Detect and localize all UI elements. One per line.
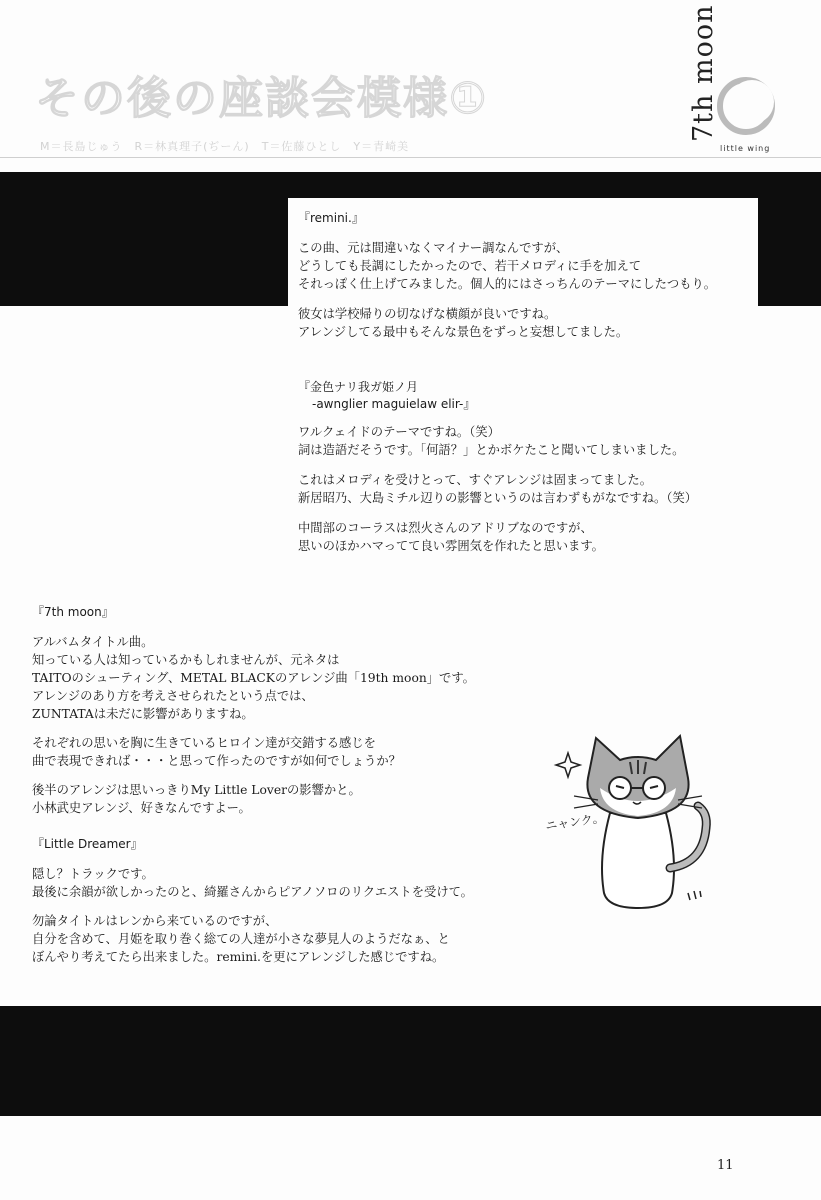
text-line: 最後に余韻が欲しかったのと、綺羅さんからピアノソロのリクエストを受けて。 [32,885,473,899]
section-subtitle-konjiki: -awnglier maguielaw elir-』 [312,397,476,411]
cat-illustration [538,718,728,918]
text-line: 自分を含めて、月姫を取り巻く総ての人達が小さな夢見人のようだなぁ、と [32,932,450,946]
text-line: ぼんやり考えてたら出来ました。remini.を更にアレンジした感じですね。 [32,950,445,964]
logo-text: 7th moon [688,4,719,142]
text-line: アルバムタイトル曲。 [32,635,154,649]
text-line: ワルクェイドのテーマですね。（笑） [298,425,500,439]
section-title-7th-moon: 『7th moon』 [32,605,114,619]
text-line: 彼女は学校帰りの切なげな横顔が良いですね。 [298,307,557,321]
text-line: 知っている人は知っているかもしれませんが、元ネタは [32,653,340,667]
logo-subtitle: little wing [720,144,771,153]
section-title-remini: 『remini.』 [298,211,364,225]
page-number: 11 [717,1158,734,1173]
text-line: アレンジしてる最中もそんな景色をずっと妄想してました。 [298,325,629,339]
text-line: これはメロディを受けとって、すぐアレンジは固まってました。 [298,473,653,487]
text-line: それっぽく仕上げてみました。個人的にはさっちんのテーマにしたつもり。 [298,277,717,291]
text-line: それぞれの思いを胸に生きているヒロイン達が交錯する感じを [32,736,376,750]
text-line: 新居昭乃、大島ミチル辺りの影響というのは言わずもがなですね。（笑） [298,491,698,505]
text-line: 小林武史アレンジ、好きなんですよー。 [32,801,251,815]
text-line: この曲、元は間違いなくマイナー調なんですが、 [298,241,569,255]
text-line: TAITOのシューティング、METAL BLACKのアレンジ曲「19th moon」です。 [32,671,475,685]
bottom-black-band [0,1006,821,1116]
moon-icon [716,76,776,136]
cat-caption: ニャンク。 [544,810,606,833]
text-line: ZUNTATAは未だに影響がありますね。 [32,707,254,721]
section-title-little-dreamer: 『Little Dreamer』 [32,837,143,851]
section-title-konjiki: 『金色ナリ我ガ姫ノ月 [298,380,419,394]
ghost-header-subtitle: M＝長島じゅう R＝林真理子(ぢーん) T＝佐藤ひとし Y＝青崎美 [40,140,410,153]
text-line: 後半のアレンジは思いっきりMy Little Loverの影響かと。 [32,783,361,797]
text-line: 詞は造語だそうです。「何語？」とかボケたこと聞いてしまいました。 [298,443,685,457]
text-line: どうしても長調にしたかったので、若干メロディに手を加えて [298,259,642,273]
text-line: アレンジのあり方を考えさせられたという点では、 [32,689,314,703]
logo [672,4,780,176]
text-line: 曲で表現できれば・・・と思って作ったのですが如何でしょうか？ [32,754,401,768]
text-line: 隠し？トラックです。 [32,867,154,881]
text-line: 思いのほかハマってて良い雰囲気を作れたと思います。 [298,539,604,553]
text-line: 勿論タイトルはレンから来ているのですが、 [32,914,278,928]
ghost-header-title: その後の座談会模様① [35,73,489,124]
text-line: 中間部のコーラスは烈火さんのアドリブなのですが、 [298,521,593,535]
